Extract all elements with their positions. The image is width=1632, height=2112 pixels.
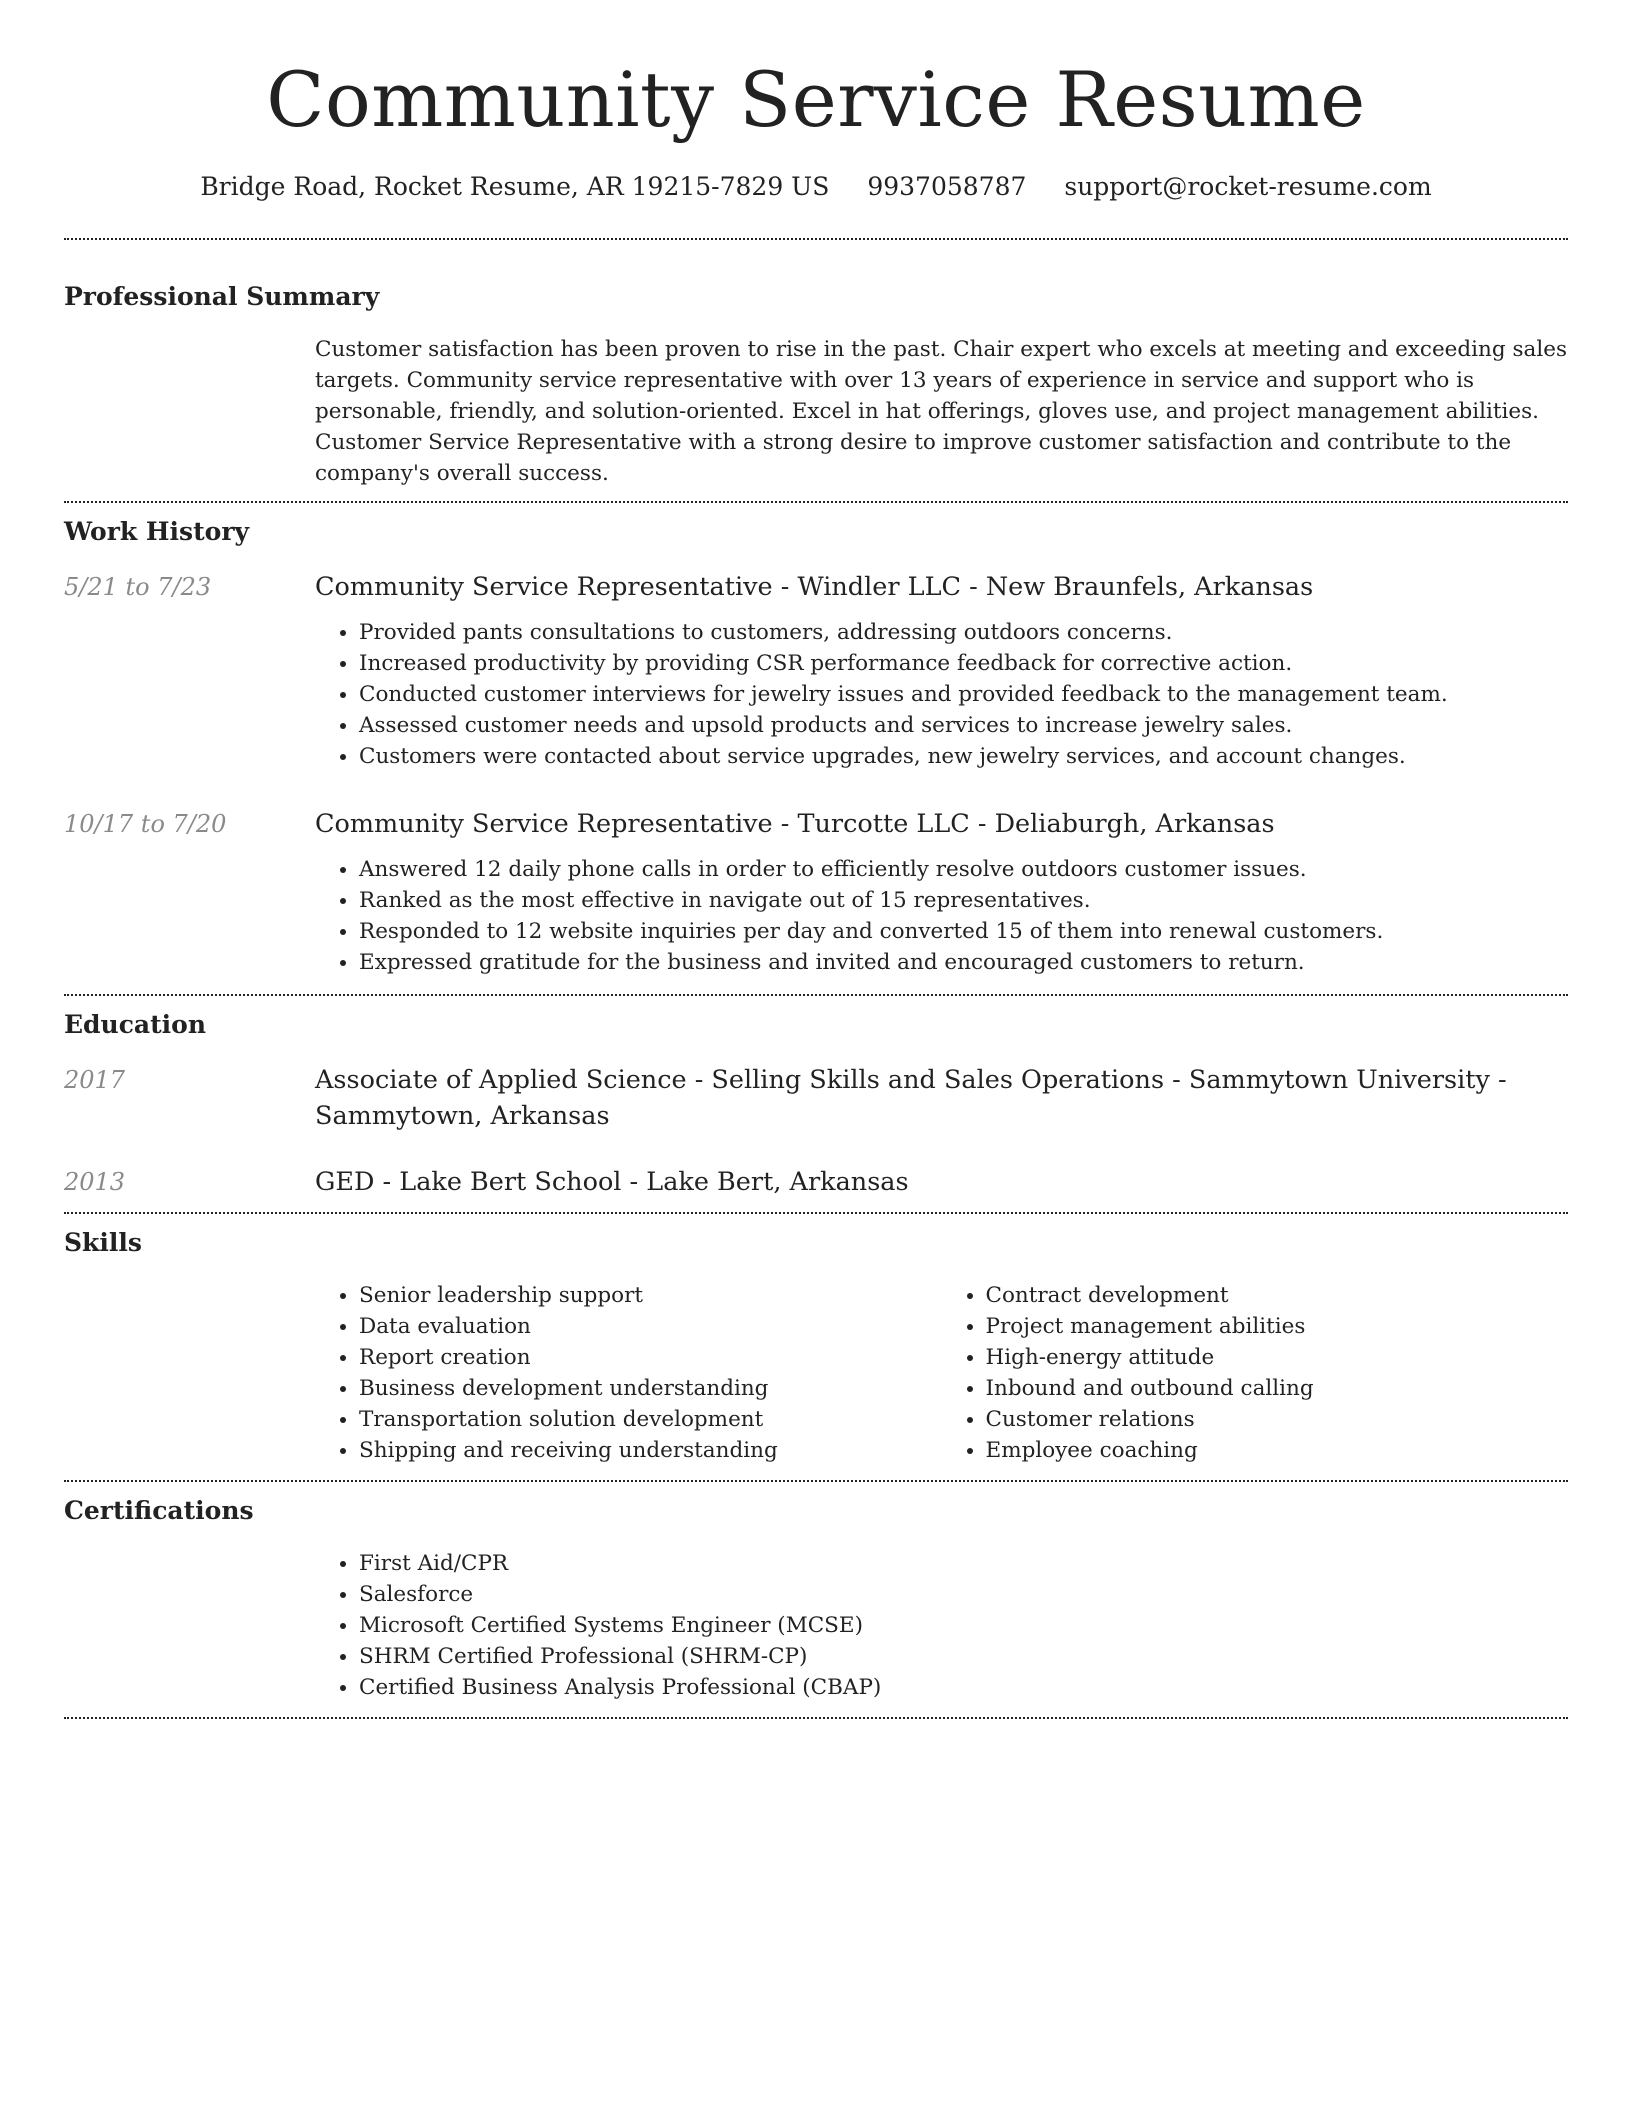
address: Bridge Road, Rocket Resume, AR 19215-7829 US: [200, 172, 830, 201]
list-item: • Salesforce: [359, 1579, 1568, 1610]
divider: [64, 501, 1568, 503]
education-date: 2013: [64, 1168, 126, 1196]
list-item: • Senior leadership support: [359, 1280, 942, 1311]
job-date: 10/17 to 7/20: [64, 810, 227, 838]
list-item: • Customers were contacted about service upgrades, new jewelry services, and account changes.: [359, 741, 1568, 772]
divider: [64, 1212, 1568, 1214]
certifications-section: [64, 1494, 1568, 1703]
divider: [64, 1480, 1568, 1482]
list-item: • Shipping and receiving understanding: [359, 1435, 942, 1466]
divider: [64, 1717, 1568, 1719]
list-item: • High-energy attitude: [986, 1342, 1569, 1373]
contact-line: [64, 170, 1568, 204]
section-title-work: Work History: [64, 517, 250, 546]
job-bullets: [315, 854, 1568, 978]
list-item: • Project management abilities: [986, 1311, 1569, 1342]
job-entry: [64, 806, 1568, 978]
summary-text: Customer satisfaction has been proven to rise in the past. Chair expert who excels at meeting and exceeding sales targets. Community service representative with over 13 years of experience in service and support who is personable, friendly, and solution-oriented. Excel in hat offerings, gloves use, and project management abilities. Customer Service Representative with a strong desire to improve customer satisfaction and contribute to the company's overall success.: [315, 337, 1567, 486]
list-item: • Increased productivity by providing CSR performance feedback for corrective action.: [359, 648, 1568, 679]
job-entry: [64, 569, 1568, 772]
job-heading: Community Service Representative - Windler LLC - New Braunfels, Arkansas: [315, 572, 1314, 602]
list-item: • Answered 12 daily phone calls in order to efficiently resolve outdoors customer issues.: [359, 854, 1568, 885]
phone: 9937058787: [867, 172, 1027, 201]
list-item: • Contract development: [986, 1280, 1569, 1311]
list-item: • Assessed customer needs and upsold products and services to increase jewelry sales.: [359, 710, 1568, 741]
list-item: • First Aid/CPR: [359, 1548, 1568, 1579]
divider: [64, 994, 1568, 996]
list-item: • SHRM Certified Professional (SHRM-CP): [359, 1641, 1568, 1672]
list-item: • Provided pants consultations to customers, addressing outdoors concerns.: [359, 617, 1568, 648]
section-title-education: Education: [64, 1010, 207, 1039]
skills-list-left: [315, 1280, 942, 1466]
section-title-skills: Skills: [64, 1228, 142, 1257]
education-entry: [64, 1062, 1568, 1134]
skills-section: [64, 1226, 1568, 1466]
skills-columns: [315, 1280, 1568, 1466]
divider: [64, 238, 1568, 240]
list-item: • Report creation: [359, 1342, 942, 1373]
resume-title: Community Service Resume: [266, 55, 1366, 144]
job-heading: Community Service Representative - Turcotte LLC - Deliaburgh, Arkansas: [315, 809, 1275, 839]
list-item: • Transportation solution development: [359, 1404, 942, 1435]
email: support@rocket-resume.com: [1064, 172, 1432, 201]
summary-section: [64, 280, 1568, 489]
list-item: • Microsoft Certified Systems Engineer (MCSE): [359, 1610, 1568, 1641]
section-title-summary: Professional Summary: [64, 282, 380, 311]
skills-list-right: [942, 1280, 1569, 1466]
list-item: • Ranked as the most effective in navigate out of 15 representatives.: [359, 885, 1568, 916]
list-item: • Customer relations: [986, 1404, 1569, 1435]
list-item: • Responded to 12 website inquiries per day and converted 15 of them into renewal customers.: [359, 916, 1568, 947]
certifications-list: [315, 1548, 1568, 1703]
education-entry: [64, 1164, 1568, 1200]
education-section: [64, 1008, 1568, 1200]
list-item: • Certified Business Analysis Professional (CBAP): [359, 1672, 1568, 1703]
work-section: [64, 515, 1568, 978]
list-item: • Inbound and outbound calling: [986, 1373, 1569, 1404]
education-heading: Associate of Applied Science - Selling Skills and Sales Operations - Sammytown University - Sammytown, Arkansas: [315, 1065, 1507, 1131]
list-item: • Business development understanding: [359, 1373, 942, 1404]
job-bullets: [315, 617, 1568, 772]
education-date: 2017: [64, 1066, 126, 1094]
list-item: • Employee coaching: [986, 1435, 1569, 1466]
education-heading: GED - Lake Bert School - Lake Bert, Arkansas: [315, 1167, 909, 1197]
list-item: • Expressed gratitude for the business and invited and encouraged customers to return.: [359, 947, 1568, 978]
resume-page: [64, 0, 1568, 1719]
list-item: • Data evaluation: [359, 1311, 942, 1342]
section-title-certifications: Certifications: [64, 1496, 254, 1525]
list-item: • Conducted customer interviews for jewelry issues and provided feedback to the management team.: [359, 679, 1568, 710]
job-date: 5/21 to 7/23: [64, 573, 212, 601]
